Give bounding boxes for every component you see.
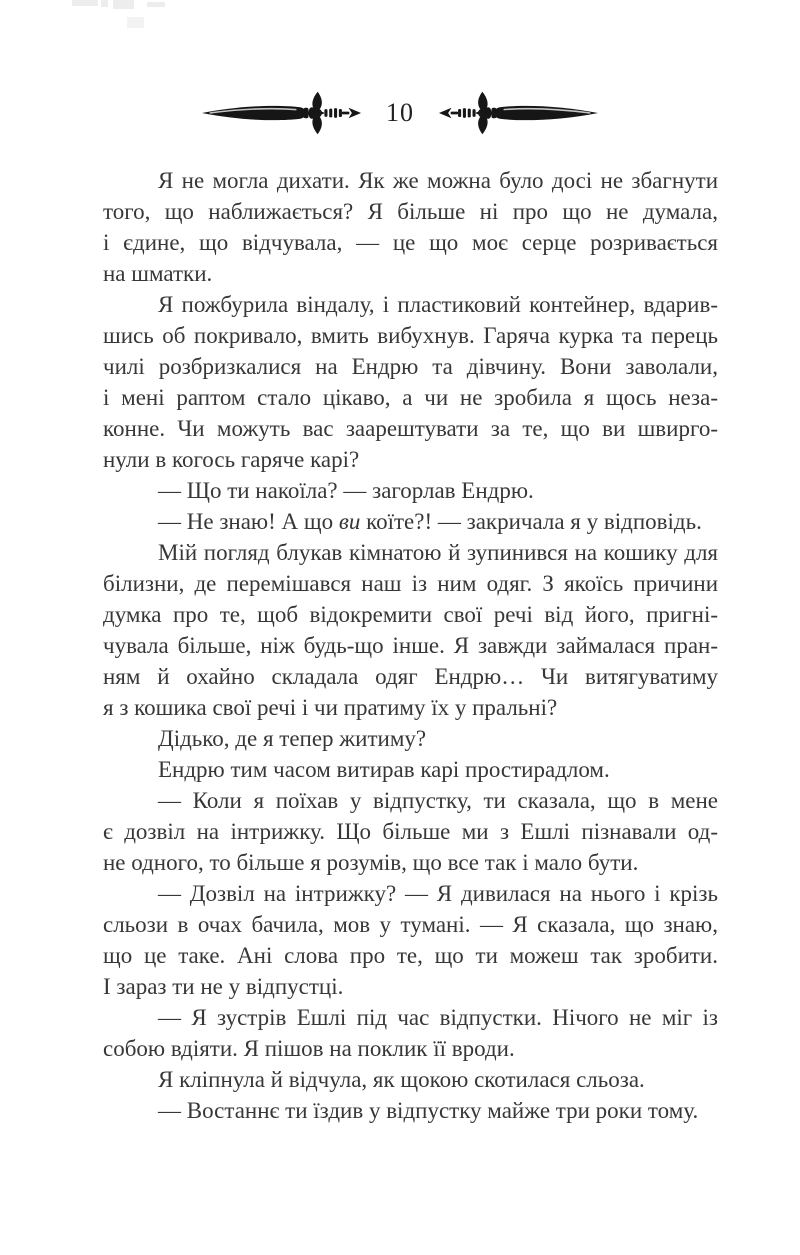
text-line: думка про те, щоб відокремити свої речі від його, пригні-: [103, 602, 718, 627]
text-line: ням й охайно складала одяг Ендрю… Чи витягуватиму: [103, 664, 718, 689]
scan-artifact: [127, 17, 144, 28]
text-line: я з кошика свої речі і чи пратиму їх у пральні?: [103, 695, 558, 720]
text-line: що це таке. Ані слова про те, що ти можеш так зробити.: [103, 943, 718, 968]
scan-artifact: [101, 0, 108, 7]
scan-artifact: [113, 0, 134, 9]
text-line: того, що наближається? Я більше ні про що не думала,: [103, 199, 718, 224]
text-line: — Коли я поїхав у відпустку, ти сказала, що в мене: [158, 788, 718, 813]
text-line: на шматки.: [103, 261, 213, 286]
text-line: [103, 506, 718, 537]
text-line: і єдине, що відчувала, — це що моє серце розривається: [103, 230, 718, 255]
text-line: — Що ти накоїла? — загорлав Ендрю.: [158, 478, 534, 503]
text-line: білизни, де перемішався наш із ним одяг. З якоїсь причини: [103, 571, 718, 596]
text-line: нули в когось гаряче карі?: [103, 447, 360, 472]
text-line: чилі розбризкалися на Ендрю та дівчину. Вони заволали,: [103, 354, 718, 379]
text-line: є дозвіл на інтрижку. Що більше ми з Ешлі пізнавали од-: [103, 819, 718, 844]
text-line: Я кліпнула й відчула, як щокою скотилася сльоза.: [158, 1067, 645, 1092]
text-line: Ендрю тим часом витирав карі простирадлом.: [158, 757, 610, 782]
text-line: конне. Чи можуть вас заарештувати за те, що ви швирго-: [103, 416, 718, 441]
text-line: І зараз ти не у відпустці.: [103, 974, 344, 999]
text-line: Дідько, де я тепер житиму?: [158, 726, 427, 751]
sword-divider-right-icon: [438, 90, 600, 136]
page-header: [0, 90, 800, 136]
text-block: [103, 165, 718, 1126]
text-line: — Я зустрів Ешлі під час відпустки. Нічого не міг із: [158, 1005, 718, 1030]
scan-artifact: [147, 2, 165, 7]
text-line: Мій погляд блукав кімнатою й зупинився на кошику для: [158, 540, 718, 565]
text-line: Я не могла дихати. Як же можна було досі не збагнути: [158, 168, 718, 193]
page-number: 10: [386, 98, 414, 127]
text-line: собою вдіяти. Я пішов на поклик її вроди.: [103, 1036, 515, 1061]
text-line: і мені раптом стало цікаво, а чи не зробила я щось неза-: [103, 385, 718, 410]
text-line: Я пожбурила віндалу, і пластиковий контейнер, вдарив-: [158, 292, 718, 317]
text-line: — Востаннє ти їздив у відпустку майже три роки тому.: [158, 1098, 699, 1123]
emphasized-word: ви: [338, 509, 361, 534]
text-line: сльози в очах бачила, мов у тумані. — Я сказала, що знаю,: [103, 912, 718, 937]
scan-artifact: [72, 0, 98, 6]
text-segment: коїте?! — закричала я у відповідь.: [360, 509, 702, 534]
sword-divider-left-icon: [200, 90, 362, 136]
text-line: чувала більше, ніж будь-що інше. Я завжди займалася пран-: [103, 633, 718, 658]
text-line: — Дозвіл на інтрижку? — Я дивилася на нього і крізь: [158, 881, 718, 906]
text-segment: — Не знаю! А що: [158, 509, 339, 534]
text-line: шись об покривало, вмить вибухнув. Гаряча курка та перець: [103, 323, 718, 348]
text-line: не одного, то більше я розумів, що все так і мало бути.: [103, 850, 639, 875]
